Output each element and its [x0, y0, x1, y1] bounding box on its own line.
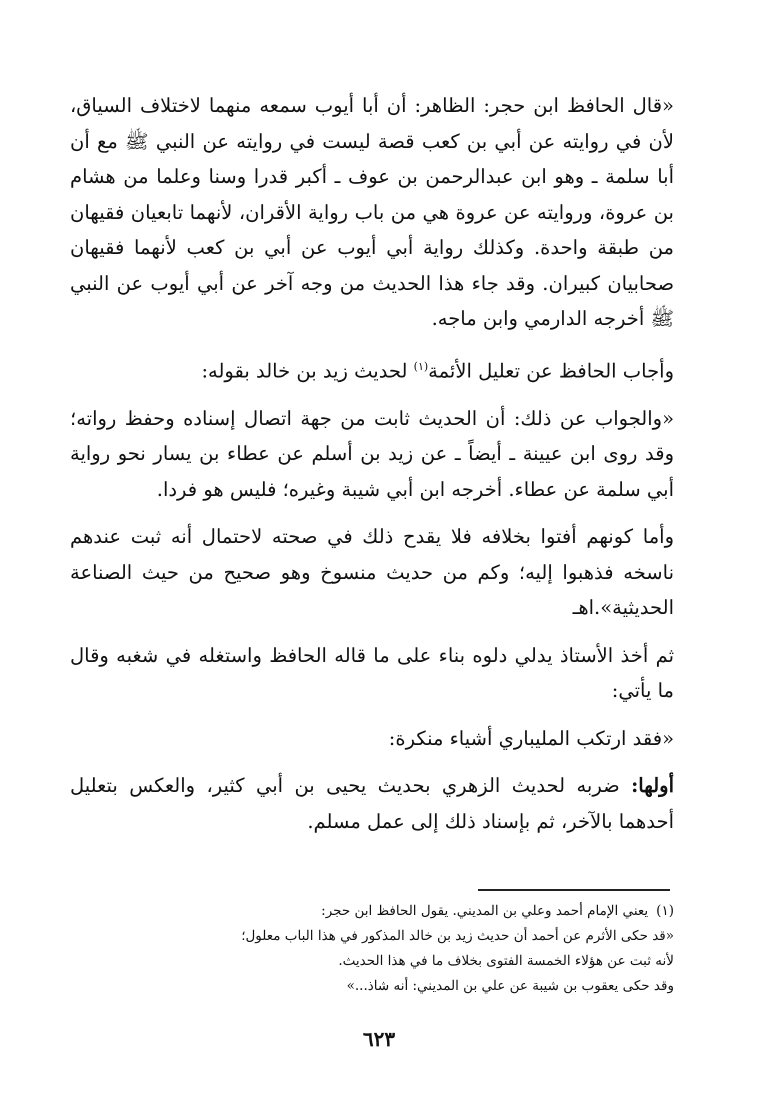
paragraph-answer: «والجواب عن ذلك: أن الحديث ثابت من جهة اتصال إسناده وحفظ رواته؛ وقد روى ابن عيينة ـ أيضاً ـ عن زيد بن أسلم عن عطاء بن يسار نحو رواية أبي سلمة عن عطاء. أخرجه ابن أبي شيبة وغيره؛ فليس هو فردا. [70, 406, 674, 501]
footnote-number: (١) [656, 903, 674, 919]
paragraph-hafiz-answer-intro [70, 349, 674, 389]
first-point-label: أولها: [631, 774, 674, 797]
first-point-text: ضربه لحديث الزهري بحديث يحيى بن أبي كثير، والعكس بتعليل أحدهما بالآخر، ثم بإسناد ذلك إلى عمل مسلم. [70, 774, 674, 833]
footnote-line-3: لأنه ثبت عن هؤلاء الخمسة الفتوى بخلاف ما في هذا الحديث. [338, 953, 674, 969]
paragraph-quote-start: «فقد ارتكب المليباري أشياء منكرة: [388, 726, 674, 750]
footnote-line-2: «قد حكى الأثرم عن أحمد أن حديث زيد بن خالد المذكور في هذا الباب معلول؛ [241, 928, 674, 944]
intro-text: وأجاب الحافظ عن تعليل الأئمة [428, 359, 674, 382]
main-text [70, 88, 674, 839]
paragraph-fatwa: وأما كونهم أفتوا بخلافه فلا يقدح ذلك في صحته لاحتمال أنه ثبت عندهم ناسخه فذهبوا إليه؛ وكم من حديث منسوخ وهو صحيح من حيث الصناعة الحديثية».اهـ [70, 525, 674, 619]
footnote-separator [478, 889, 670, 891]
intro-text-cont: لحديث زيد بن خالد بقوله: [201, 359, 414, 382]
paragraph-ustadh: ثم أخذ الأستاذ يدلي دلوه بناء على ما قاله الحافظ واستغله في شغبه وقال ما يأتي: [70, 643, 675, 702]
footnote-text-1: يعني الإمام أحمد وعلي بن المديني. يقول الحافظ ابن حجر: [321, 903, 649, 919]
footnote-line-1 [70, 899, 674, 924]
paragraph-first-point [70, 768, 674, 839]
paragraph-hafiz-quote: «قال الحافظ ابن حجر: الظاهر: أن أبا أيوب سمعه منهما لاختلاف السياق، لأن في روايته عن أبي بن كعب قصة ليست في روايته عن النبي ﷺ مع أن أبا سلمة ـ وهو ابن عبدالرحمن بن عوف ـ أكبر قدرا وسنا وعلما من هشام بن عروة، وروايته عن عروة هي من باب رواية الأقران، لأنهما تابعيان فقيهان من طبقة واحدة. وكذلك رواية أبي أيوب عن أبي بن كعب لأنهما فقيهان صحابيان كبيران. وقد جاء هذا الحديث من وجه آخر عن أبي أيوب عن النبي ﷺ أخرجه الدارمي وابن ماجه. [70, 94, 674, 330]
page-number: ٦٢٣ [362, 1027, 396, 1051]
footnotes [70, 899, 674, 999]
footnote-line-4: وقد حكى يعقوب بن شيبة عن علي بن المديني: أنه شاذ...» [346, 978, 674, 994]
footnote-ref[interactable]: (١) [413, 359, 429, 373]
